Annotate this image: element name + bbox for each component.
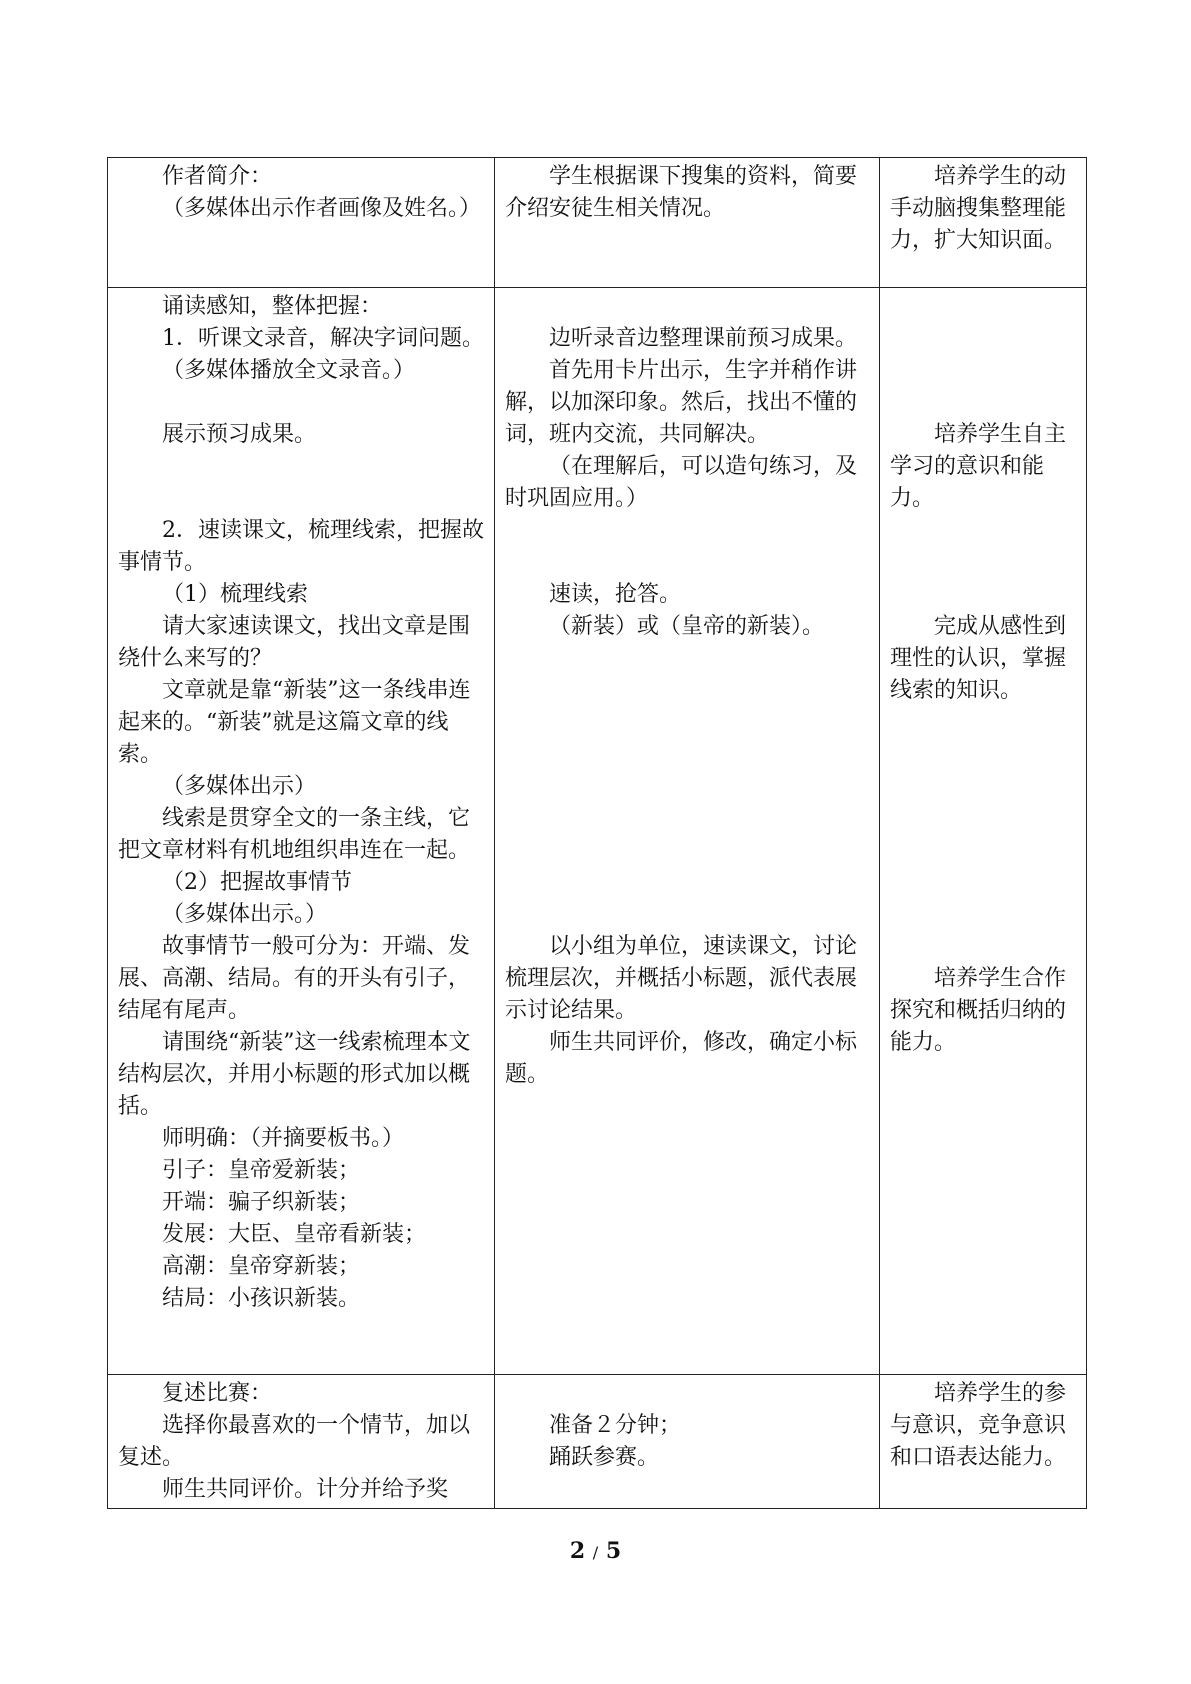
cell-paragraph: 开端：骗子织新装；: [162, 1190, 361, 1215]
cell-paragraph: 2．速读课文，梳理线索，把握故事情节。: [118, 518, 484, 575]
cell-paragraph: 请围绕“新装”这一线索梳理本文结构层次，并用小标题的形式加以概括。: [118, 1030, 471, 1119]
cell-paragraph: 1．听课文录音，解决字词问题。: [162, 326, 484, 351]
cell-paragraph: 首先用卡片出示，生字并稍作讲解，以加深印象。然后，找出不懂的词，班内交流，共同解决。: [505, 358, 858, 447]
cell-paragraph: （多媒体出示）: [162, 774, 317, 799]
page-current: 2: [569, 1538, 586, 1564]
cell-paragraph: 复述比赛：: [162, 1381, 273, 1406]
teacher-activity-cell: [108, 158, 495, 288]
cell-paragraph: （多媒体出示作者画像及姓名。）: [162, 196, 482, 221]
cell-paragraph: 选择你最喜欢的一个情节，加以复述。: [118, 1413, 471, 1470]
cell-paragraph: 师生共同评价。计分并给予奖: [162, 1477, 449, 1502]
cell-paragraph: 以小组为单位，速读课文，讨论梳理层次，并概括小标题，派代表展示讨论结果。: [505, 934, 858, 1023]
cell-paragraph: 发展：大臣、皇帝看新装；: [162, 1222, 427, 1247]
cell-paragraph: 师生共同评价，修改，确定小标题。: [505, 1030, 858, 1087]
student-activity-cell: [495, 158, 880, 288]
design-intent-cell: [880, 1375, 1087, 1509]
cell-paragraph: （1）梳理线索: [162, 582, 308, 607]
cell-paragraph: 师明确：（并摘要板书。）: [162, 1126, 405, 1151]
design-intent-cell: [880, 288, 1087, 1375]
cell-paragraph: （新装）或（皇帝的新装）。: [549, 614, 825, 639]
cell-paragraph: 完成从感性到理性的认识，掌握线索的知识。: [890, 614, 1067, 703]
student-activity-cell: [495, 1375, 880, 1509]
table-row: [108, 288, 1087, 1375]
teacher-activity-cell: [108, 288, 495, 1375]
cell-paragraph: （2）把握故事情节: [162, 870, 352, 895]
cell-paragraph: 培养学生合作探究和概括归纳的能力。: [890, 966, 1067, 1055]
lesson-plan-table: [107, 157, 1087, 1509]
cell-paragraph: 高潮：皇帝穿新装；: [162, 1254, 361, 1279]
cell-paragraph: 展示预习成果。: [162, 422, 317, 447]
student-activity-cell: [495, 288, 880, 1375]
cell-paragraph: 边听录音边整理课前预习成果。: [549, 326, 858, 351]
cell-paragraph: 文章就是靠“新装”这一条线串连起来的。“新装”就是这篇文章的线索。: [118, 678, 471, 767]
cell-paragraph: 学生根据课下搜集的资料，简要介绍安徒生相关情况。: [505, 164, 858, 221]
cell-paragraph: 结局：小孩识新装。: [162, 1286, 361, 1311]
cell-paragraph: 踊跃参赛。: [549, 1445, 660, 1470]
cell-paragraph: 速读，抢答。: [549, 582, 682, 607]
teacher-activity-cell: [108, 1375, 495, 1509]
cell-paragraph: 诵读感知，整体把握：: [162, 294, 383, 319]
page-separator: /: [592, 1543, 599, 1562]
cell-paragraph: 培养学生的参与意识，竞争意识和口语表达能力。: [890, 1381, 1067, 1470]
cell-paragraph: 请大家速读课文，找出文章是围绕什么来写的？: [118, 614, 471, 671]
cell-paragraph: 培养学生自主学习的意识和能力。: [890, 422, 1067, 511]
cell-paragraph: 作者简介：: [162, 164, 273, 189]
cell-paragraph: 培养学生的动手动脑搜集整理能力，扩大知识面。: [890, 164, 1067, 253]
cell-paragraph: 准备２分钟；: [549, 1413, 682, 1438]
cell-paragraph: （多媒体出示。）: [162, 902, 328, 927]
cell-paragraph: 线索是贯穿全文的一条主线，它把文章材料有机地组织串连在一起。: [118, 806, 471, 863]
cell-paragraph: （多媒体播放全文录音。）: [162, 358, 416, 383]
cell-paragraph: （在理解后，可以造句练习，及时巩固应用。）: [505, 454, 858, 511]
page-total: 5: [605, 1538, 622, 1564]
design-intent-cell: [880, 158, 1087, 288]
page-number: [0, 1538, 1191, 1564]
cell-paragraph: 引子：皇帝爱新装；: [162, 1158, 361, 1183]
table-row: [108, 1375, 1087, 1509]
cell-paragraph: 故事情节一般可分为：开端、发展、高潮、结局。有的开头有引子，结尾有尾声。: [118, 934, 471, 1023]
table-row: [108, 158, 1087, 288]
